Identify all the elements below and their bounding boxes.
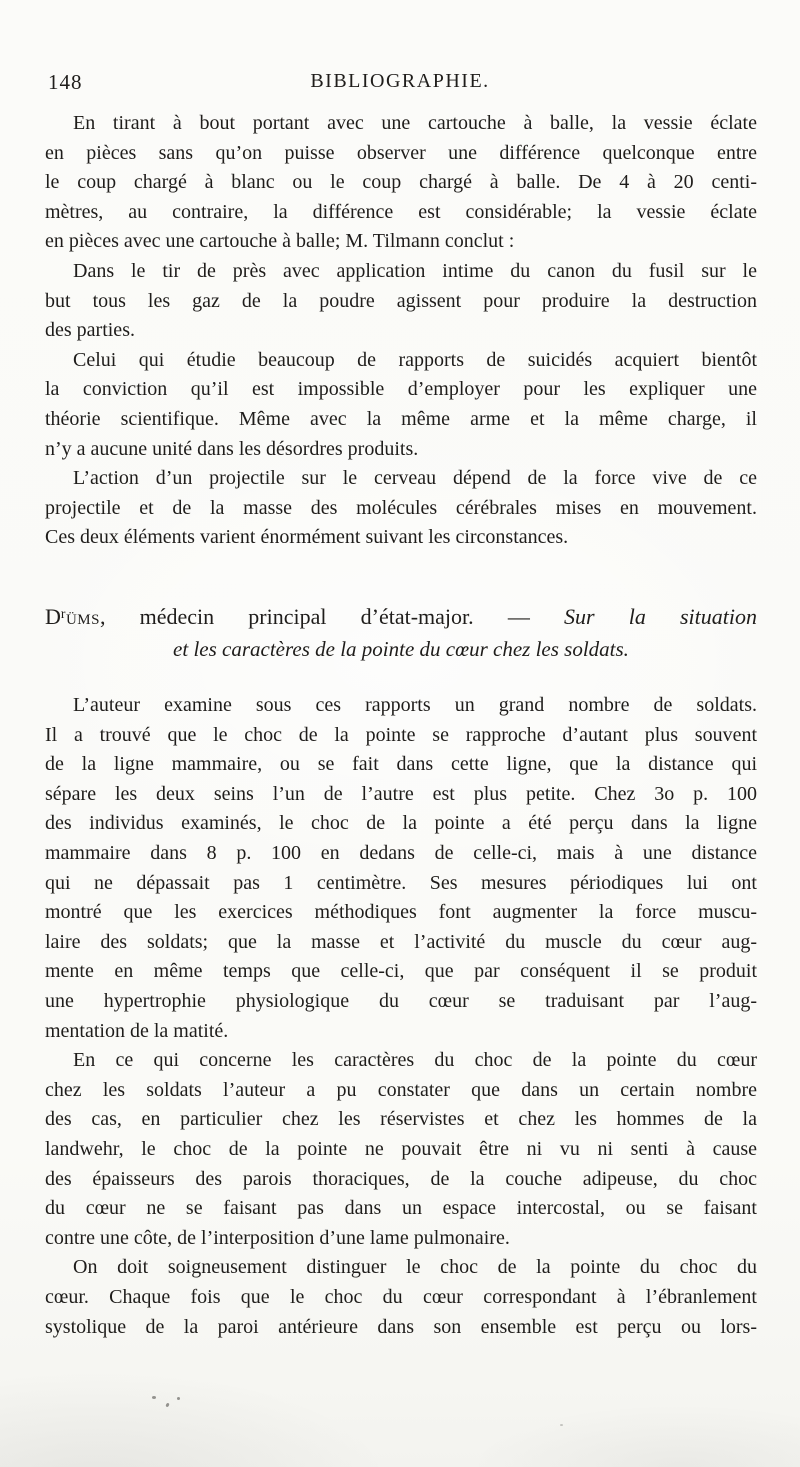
text-line: mammaire dans 8 p. 100 en dedans de celle-ci, mais à une distance	[45, 842, 757, 864]
text-line: des parties.	[45, 319, 135, 342]
text-line: En tirant à bout portant avec une cartouche à balle, la vessie éclate	[73, 112, 757, 134]
text-line: On doit soigneusement distinguer le choc de la pointe du choc du	[73, 1256, 757, 1279]
text-line: Il a trouvé que le choc de la pointe se rapproche d’autant plus souvent	[45, 723, 757, 746]
text-line: des épaisseurs des parois thoraciques, de la couche adipeuse, du choc	[45, 1167, 757, 1190]
paragraph	[45, 691, 757, 1046]
ink-speck	[560, 1424, 563, 1426]
ink-speck	[177, 1397, 180, 1400]
text-line: laire des soldats; que la masse et l’activité du muscle du cœur aug-	[45, 930, 757, 953]
text-line: sépare les deux seins l’un de l’autre est plus petite. Chez 3o p. 100	[45, 782, 757, 805]
section-heading-author-line	[45, 597, 757, 633]
author-name-smallcaps: üms	[65, 604, 100, 630]
text-line: contre une côte, de l’interposition d’une lame pulmonaire.	[45, 1226, 510, 1249]
text-line: qui ne dépassait pas 1 centimètre. Ses mesures périodiques lui ont	[45, 871, 757, 894]
text-line: mètres, au contraire, la différence est considérable; la vessie éclate	[45, 200, 757, 223]
text-line: des cas, en particulier chez les réservistes et chez les hommes de la	[45, 1108, 757, 1131]
text-line: le coup chargé à blanc ou le coup chargé à balle. De 4 à 20 centi-	[45, 171, 757, 194]
paragraph	[45, 109, 757, 257]
text-line: Celui qui étudie beaucoup de rapports de suicidés acquiert bientôt	[73, 348, 757, 371]
author-title-text: , médecin principal d’état-major.	[99, 604, 474, 630]
text-line: Ces deux éléments varient énormément suivant les circonstances.	[45, 526, 569, 549]
ink-speck	[165, 1403, 169, 1408]
text-line: Dans le tir de près avec application intime du canon du fusil sur le	[73, 259, 757, 282]
text-line: une hypertrophie physiologique du cœur se traduisant par l’aug-	[45, 989, 757, 1012]
text-line: En ce qui concerne les caractères du choc de la pointe du cœur	[73, 1049, 757, 1072]
text-line: n’y a aucune unité dans les désordres produits.	[45, 437, 419, 460]
text-line: cœur. Chaque fois que le choc du cœur correspondant à l’ébranlement	[45, 1285, 757, 1308]
ink-speck	[152, 1396, 156, 1399]
running-header-title: BIBLIOGRAPHIE.	[310, 70, 490, 92]
work-title-line2: et les caractères de la pointe du cœur chez les soldats.	[173, 637, 629, 662]
bottom-paragraphs	[45, 691, 757, 1342]
text-line: L’auteur examine sous ces rapports un grand nombre de soldats.	[73, 694, 757, 717]
text-line: du cœur ne se faisant pas dans un espace intercostal, ou se faisant	[45, 1197, 757, 1220]
em-dash: —	[473, 604, 564, 630]
page-header	[44, 70, 756, 98]
text-line: landwehr, le choc de la pointe ne pouvait être ni vu ni senti à cause	[45, 1137, 757, 1160]
top-paragraphs	[45, 109, 757, 553]
text-line: montré que les exercices méthodiques font augmenter la force muscu-	[45, 901, 757, 924]
page-number: 148	[48, 70, 83, 94]
paragraph	[45, 257, 757, 346]
paragraph	[45, 346, 757, 464]
text-line: mente en même temps que celle-ci, que par conséquent il se produit	[45, 960, 757, 983]
text-line: chez les soldats l’auteur a pu constater que dans un certain nombre	[45, 1078, 757, 1101]
text-line: théorie scientifique. Même avec la même arme et la même charge, il	[45, 407, 757, 430]
text-line: systolique de la paroi antérieure dans son ensemble est perçu ou lors-	[45, 1315, 757, 1338]
work-title-line1: Sur la situation	[564, 604, 758, 630]
text-line: la conviction qu’il est impossible d’employer pour les expliquer une	[45, 378, 757, 401]
section-heading	[45, 597, 757, 666]
paragraph	[45, 464, 757, 553]
text-line: mentation de la matité.	[45, 1019, 229, 1042]
text-line: but tous les gaz de la poudre agissent pour produire la destruction	[45, 289, 757, 312]
text-line: en pièces sans qu’on puisse observer une différence quelconque entre	[45, 141, 757, 164]
text-line: L’action d’un projectile sur le cerveau dépend de la force vive de ce	[73, 467, 757, 490]
text-line: des individus examinés, le choc de la pointe a été perçu dans la ligne	[45, 812, 757, 835]
paragraph	[45, 1253, 757, 1342]
page-body	[45, 109, 757, 1342]
author-initial: D	[45, 604, 61, 630]
text-line: de la ligne mammaire, ou se fait dans cette ligne, que la distance qui	[45, 753, 757, 776]
paragraph	[45, 1046, 757, 1253]
text-line: projectile et de la masse des molécules cérébrales mises en mouvement.	[45, 496, 757, 519]
author-superscript: r	[60, 605, 66, 621]
text-line: en pièces avec une cartouche à balle; M. Tilmann conclut :	[45, 230, 515, 253]
